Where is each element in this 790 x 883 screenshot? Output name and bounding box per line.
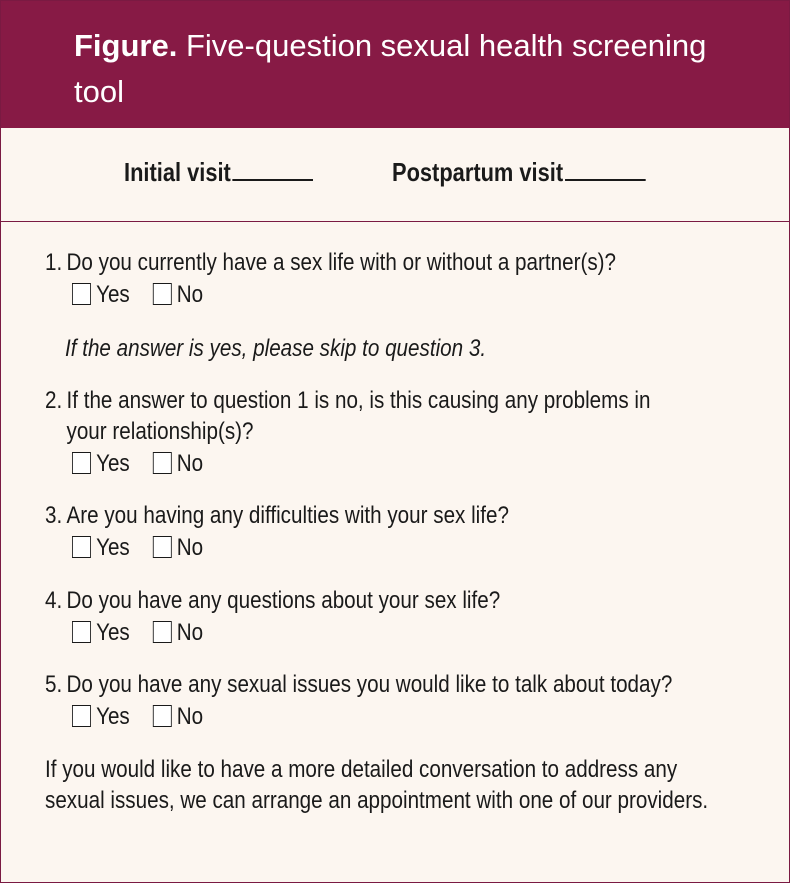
initial-visit-blank[interactable] [232,157,313,181]
q1-no-checkbox[interactable] [153,283,172,305]
q4-yes-checkbox[interactable] [72,621,91,643]
question-number: 1. [45,249,63,276]
q2-no-option[interactable] [153,450,203,478]
initial-visit-label: Initial visit [124,157,231,187]
q4-no-checkbox[interactable] [153,621,172,643]
question-number: 2. [45,387,63,414]
q1-yes-checkbox[interactable] [72,283,91,305]
question-text: Are you having any difficulties with your sex life? [66,502,509,529]
q5-yes-option[interactable] [72,703,130,731]
postpartum-visit-field[interactable] [392,157,645,188]
question-2 [45,385,650,447]
question-text: Do you currently have a sex life with or without a partner(s)? [66,249,616,276]
option-label: Yes [96,281,130,308]
initial-visit-field[interactable] [124,157,313,188]
closing-statement: If you would like to have a more detailed conversation to address any sexual issues, we can arrange an appointment with one of our providers. [45,756,709,814]
q4-yes-option[interactable] [72,619,130,647]
question-1 [45,247,616,278]
figure-title: Five-question sexual health screening tool [74,28,707,109]
question-3-options [72,534,220,562]
question-2-options [72,450,220,478]
option-label: No [176,450,204,477]
question-5 [45,669,672,700]
figure-caption [74,23,714,115]
question-text-continued: your relationship(s)? [66,418,254,445]
q3-no-checkbox[interactable] [153,536,172,558]
question-text: If the answer to question 1 is no, is this causing any problems in [66,387,651,414]
figure-header [1,1,789,128]
question-text: Do you have any sexual issues you would like to talk about today? [66,671,673,698]
question-number: 3. [45,502,63,529]
option-label: Yes [96,450,130,477]
postpartum-visit-blank[interactable] [565,157,646,181]
q5-no-checkbox[interactable] [153,705,172,727]
question-4 [45,585,500,616]
q3-yes-option[interactable] [72,534,130,562]
option-label: No [176,534,204,561]
question-number: 5. [45,671,63,698]
section-divider [1,221,789,222]
skip-instruction: If the answer is yes, please skip to question 3. [65,335,487,362]
option-label: No [176,619,204,646]
question-1-options [72,281,220,309]
q3-no-option[interactable] [153,534,203,562]
option-label: Yes [96,534,130,561]
option-label: Yes [96,619,130,646]
question-5-options [72,703,220,731]
q2-yes-checkbox[interactable] [72,452,91,474]
q4-no-option[interactable] [153,619,203,647]
q2-yes-option[interactable] [72,450,130,478]
q1-yes-option[interactable] [72,281,130,309]
question-4-options [72,619,220,647]
question-text: Do you have any questions about your sex life? [66,587,501,614]
question-3 [45,500,509,531]
figure-label: Figure. [74,28,178,63]
option-label: Yes [96,703,130,730]
option-label: No [176,281,204,308]
q2-no-checkbox[interactable] [153,452,172,474]
postpartum-visit-label: Postpartum visit [392,157,564,187]
q1-no-option[interactable] [153,281,203,309]
q3-yes-checkbox[interactable] [72,536,91,558]
question-number: 4. [45,587,63,614]
q5-no-option[interactable] [153,703,203,731]
q5-yes-checkbox[interactable] [72,705,91,727]
option-label: No [176,703,204,730]
